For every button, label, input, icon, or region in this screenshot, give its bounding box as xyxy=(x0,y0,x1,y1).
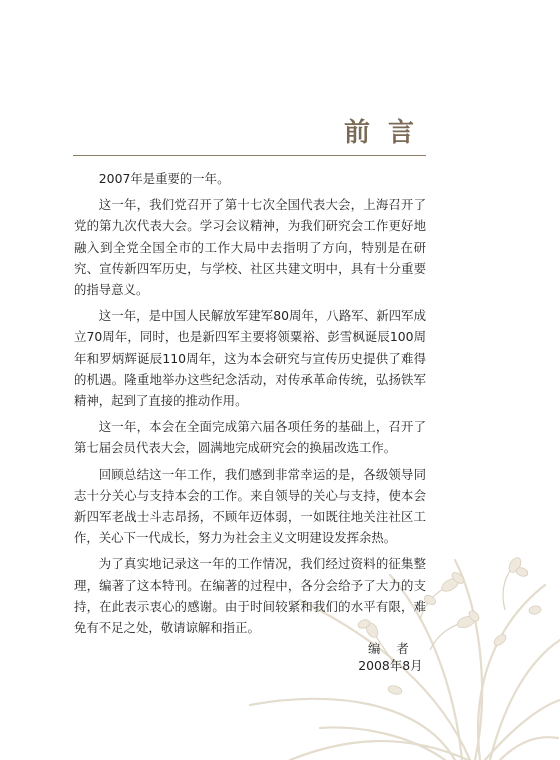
signature-date: 2008年8月 xyxy=(358,658,423,673)
paragraph: 这一年，本会在全面完成第六届各项任务的基础上，召开了第七届会员代表大会，圆满地完成研究会的换届改选工作。 xyxy=(74,419,426,456)
paragraph: 这一年，我们党召开了第十七次全国代表大会，上海召开了党的第九次代表大会。学习会议精神，为我们研究会工作更好地融入到全党全国全市的工作大局中去指明了方向，特别是在研究、宣传新四军历史，与学校、社区共建文明中，具有十分重要的指导意义。 xyxy=(74,197,426,298)
paragraph: 为了真实地记录这一年的工作情况，我们经过资料的征集整理，编著了这本特刊。在编著的过程中，各分会给予了大力的支持，在此表示衷心的感谢。由于时间较紧和我们的水平有限，难免有不足之处，敬请谅解和指正。 xyxy=(74,556,426,636)
signature-block xyxy=(356,640,425,674)
paragraph: 这一年，是中国人民解放军建军80周年，八路军、新四军成立70周年，同时，也是新四军主要将领粟裕、彭雪枫诞辰100周年和罗炳辉诞辰110周年，这为本会研究与宣传历史提供了难得的机遇。隆重地举办这些纪念活动，对传承革命传统，弘扬铁军精神，起到了直接的推动作用。 xyxy=(74,308,426,409)
title-divider xyxy=(73,155,426,156)
preface-body xyxy=(74,168,426,638)
author-label: 编者 xyxy=(368,641,425,656)
paragraph: 2007年是重要的一年。 xyxy=(98,171,230,186)
paragraph: 回顾总结这一年工作，我们感到非常幸运的是，各级领导同志十分关心与支持本会的工作。来自领导的关心与支持，使本会新四军老战士斗志昂扬，不顾年迈体弱，一如既往地关注社区工作，关心下一代成长，努力为社会主义文明建设发挥余热。 xyxy=(74,466,426,546)
page-title: 前言 xyxy=(343,118,432,148)
